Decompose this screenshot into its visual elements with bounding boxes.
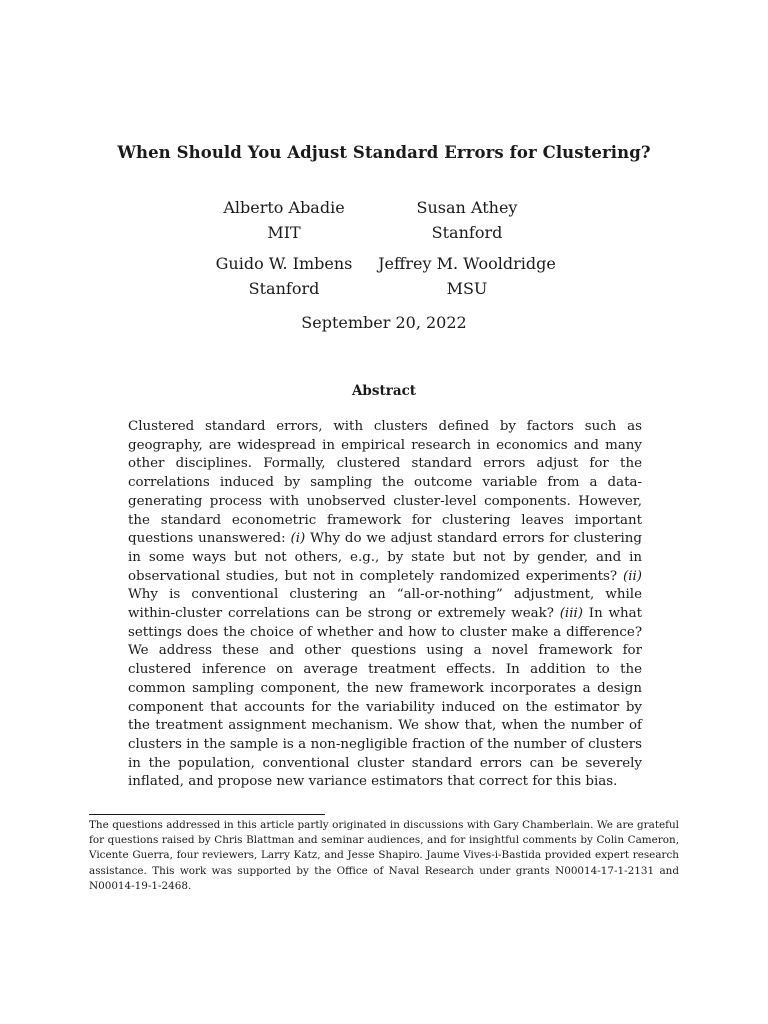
footnote-text: The questions addressed in this article partly originated in discussions with Gary Chamberlain. We are grateful for questions raised by Chris Blattman and seminar audiences, and for insightful comments by Colin Cameron, Vicente Guerra, four reviewers, Larry Katz, and Jesse Shapiro. Jaume Vives-i-Bastida provided expert research assistance. This work was supported by the Office of Naval Research under grants N00014-17-1-2131 and N00014-19-1-2468. (89, 819, 679, 892)
author-block (376, 251, 558, 301)
author-affiliation: MIT (267, 223, 301, 242)
question-marker: (ii) (622, 568, 642, 584)
abstract-segment: Why do we adjust standard errors for clustering in some ways but not others, e.g., by state but not by gender, and in observational studies, but not in completely randomized experiments? (128, 531, 642, 584)
author-name: Jeffrey M. Wooldridge (378, 254, 556, 273)
footnote-rule (89, 814, 325, 815)
author-name: Alberto Abadie (223, 198, 345, 217)
question-marker: (i) (290, 531, 306, 547)
abstract-text (128, 418, 642, 792)
abstract-heading: Abstract (351, 383, 417, 399)
author-block (200, 251, 368, 301)
author-affiliation: Stanford (248, 279, 320, 298)
author-name: Susan Athey (416, 198, 518, 217)
abstract-segment: Clustered standard errors, with clusters defined by factors such as geography, are widespread in empirical research in economics and many other disciplines. Formally, clustered standard errors adjust for the correlations induced by sampling the outcome variable from a data-generating process with unobserved cluster-level components. However, the standard econometric framework for clustering leaves important questions unanswered: (128, 419, 642, 547)
author-block (390, 195, 544, 245)
abstract-segment: Why is conventional clustering an “all-or-nothing” adjustment, while within-cluster correlations can be strong or extremely weak? (128, 587, 642, 622)
author-block (200, 195, 368, 245)
question-marker: (iii) (559, 606, 583, 622)
author-affiliation: MSU (446, 279, 488, 298)
abstract-segment: In what settings does the choice of whether and how to cluster make a difference? We address these and other questions using a novel framework for clustered inference on average treatment effects. In addition to the common sampling component, the new framework incorporates a design component that accounts for the variability induced on the estimator by the treatment assignment mechanism. We show that, when the number of clusters in the sample is a non-negligible fraction of the number of clusters in the population, conventional cluster standard errors can be severely inflated, and propose new variance estimators that correct for this bias. (128, 606, 642, 790)
paper-title: When Should You Adjust Standard Errors for Clustering? (117, 143, 651, 162)
author-name: Guido W. Imbens (215, 254, 353, 273)
author-affiliation: Stanford (431, 223, 503, 242)
paper-date: September 20, 2022 (301, 313, 467, 332)
